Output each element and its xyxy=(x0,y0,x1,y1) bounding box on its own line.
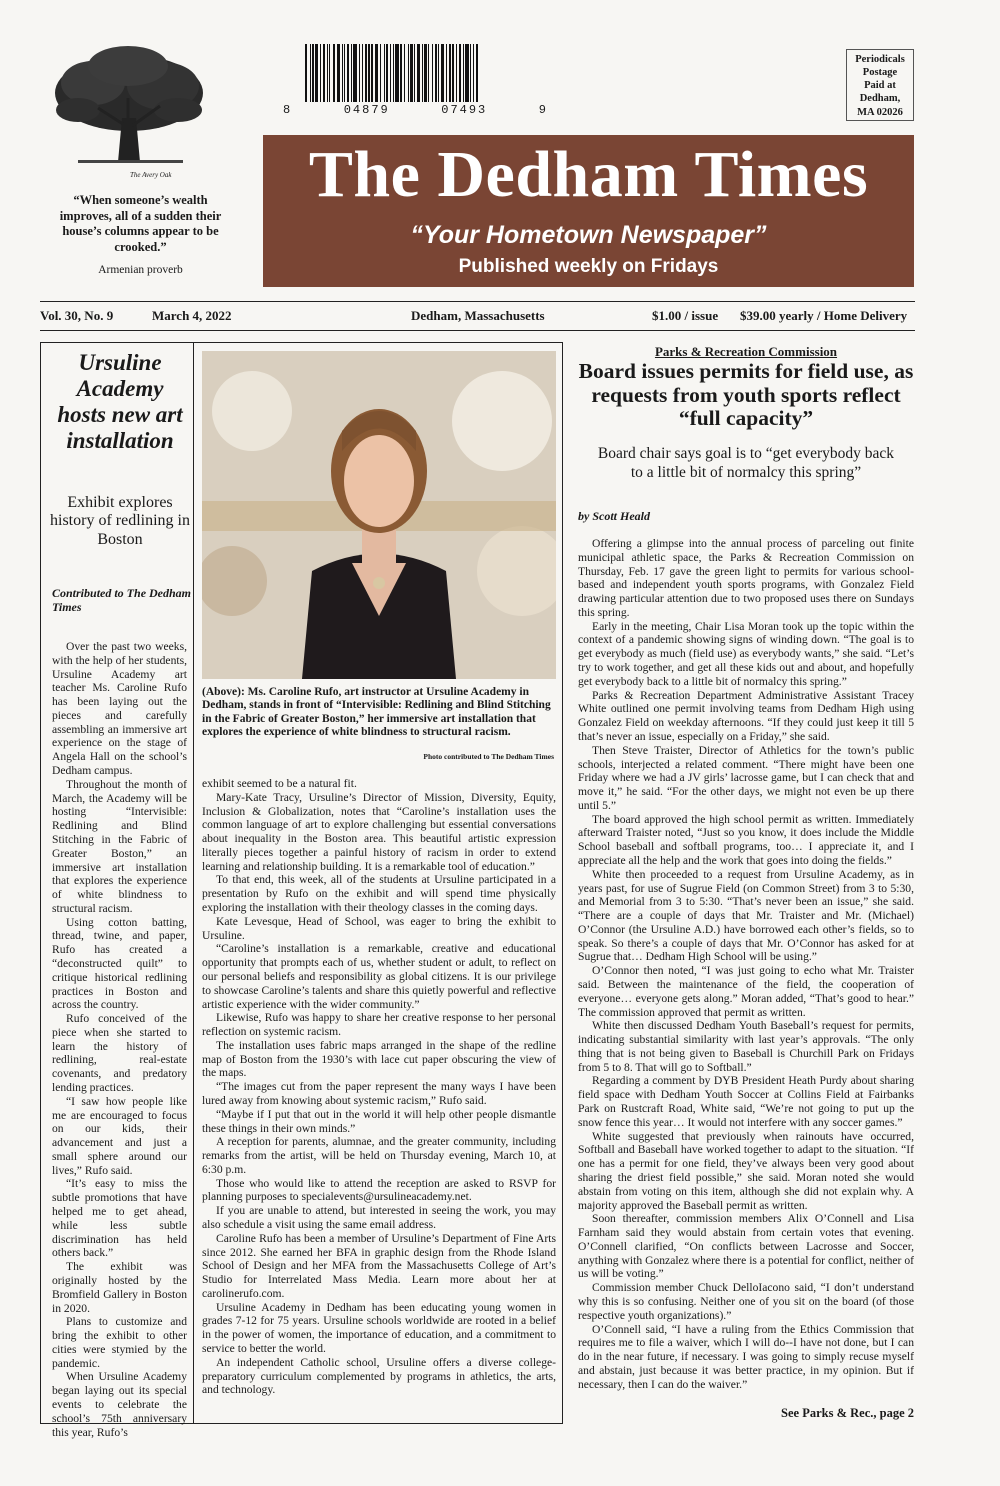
article-paragraph: “Maybe if I put that out in the world it will help other people dismantle these things in their own minds.” xyxy=(202,1107,556,1135)
article-paragraph: A reception for parents, alumnae, and the greater community, including remarks from the artist, will be held on Thursday evening, March 10, at 6:30 p.m. xyxy=(202,1135,556,1176)
postage-line: MA 02026 xyxy=(857,106,903,118)
location: Dedham, Massachusetts xyxy=(411,308,545,323)
price: $1.00 / issue xyxy=(652,308,719,323)
barcode-bar xyxy=(449,44,451,102)
barcode-bar xyxy=(456,44,457,102)
continued-on-page-link[interactable]: See Parks & Rec., page 2 xyxy=(781,1406,914,1420)
barcode-bar xyxy=(371,44,373,102)
barcode-bar xyxy=(351,44,352,102)
article-paragraph: Kate Levesque, Head of School, was eager to bring the exhibit to Ursuline. xyxy=(202,914,556,942)
byline: by Scott Heald xyxy=(578,509,650,523)
ursuline-headline: Ursuline Academy hosts new art installation xyxy=(57,350,183,453)
parks-subhead: Board chair says goal is to “get everybody back to a little bit of normalcy this spring” xyxy=(597,445,895,481)
article-paragraph: Then Steve Traister, Director of Athletics for the town’s public schools, interjected a related comment. “There might have been one Friday where we had a JV girls’ lacrosse game, but I can check that and move it,” he said. “For the other days, we might not even be up there until 5.” xyxy=(578,743,914,812)
barcode-bar xyxy=(438,44,439,102)
avery-oak-illustration xyxy=(48,38,210,178)
article-paragraph: The board approved the high school permit as written. Immediately afterward Traister noted, “Just so you know, it does include the Middle School baseball and softball programs, too… I appreciate it, and I appreciate all the help and the work that goes into doing the fields.” xyxy=(578,812,914,867)
article-paragraph: White then proceeded to a request from Ursuline Academy, as in years past, for use of Sugrue Field (on Common Street) from 3 to 5:30, and Memorial from 3 to 5:30. “That’s never been an issue,” she said. “There are a couple of days that Mr. Traister and Mr. (Michael) O’Connor (the Ursuline A.D.) have borrowed each other’s fields, so to speak. So there’s a couple of days that Mr. O’Connor has asked for at Sugrue that… Dedham High School will be using.” xyxy=(578,867,914,964)
article-paragraph: Offering a glimpse into the annual process of parceling out finite municipal athletic space, the Parks & Recreation Commission on Thursday, Feb. 17 gave the green light to permits for various school-based and independent youth sports programs, with Gonzalez Field drawing particular attention due to two proposed uses there on Sundays this spring. xyxy=(578,537,914,619)
article-paragraph: The exhibit was originally hosted by the Bromfield Gallery in Boston in 2020. xyxy=(52,1260,187,1315)
article-paragraph: Rufo conceived of the piece when she started to learn the history of redlining, real-estate covenants, and predatory lending practices. xyxy=(52,1012,187,1094)
barcode-bar xyxy=(365,44,367,102)
barcode-bar xyxy=(441,44,444,102)
barcode-bars xyxy=(305,44,527,102)
photo-credit: Photo contributed to The Dedham Times xyxy=(423,752,554,761)
article-paragraph: Regarding a comment by DYB President Heath Purdy about sharing field space with Dedham Youth Soccer at Collins Field at Fairbanks Park on Rustcraft Road, White said, “We’re not going to put up the snow fence this year… It would not interfere with any soccer games.” xyxy=(578,1074,914,1129)
tree-caption: The Avery Oak xyxy=(130,171,172,179)
barcode-bar xyxy=(353,44,356,102)
ursuline-credit: Contributed to The Dedham Times xyxy=(52,586,192,615)
postage-line: Paid at xyxy=(864,80,896,92)
barcode-digit-group: 07493 xyxy=(441,103,488,117)
caroline-rufo-photo xyxy=(202,351,556,679)
article-paragraph: Caroline Rufo has been a member of Ursuline’s Department of Fine Arts since 2012. She earned her BFA in graphic design from the Rhode Island School of Design and her MFA from the Massachusetts College of Art’s Studio for Interrelated Mass Media. Learn more about her at carolinerufo.com. xyxy=(202,1231,556,1300)
barcode-bar xyxy=(337,44,340,102)
barcode-bar xyxy=(312,44,313,102)
barcode-bar xyxy=(305,44,307,102)
postage-line: Periodicals xyxy=(855,54,905,65)
article-paragraph: Those who would like to attend the reception are asked to RSVP for planning purposes to specialevents@ursulineacademy.net. xyxy=(202,1176,556,1204)
article-paragraph: Throughout the month of March, the Academy will be hosting “Intervisible: Redlining and Blind Stitching in the Fabric of Greater Boston,” an immersive art installation that explores the experience of white blindness to structural racism. xyxy=(52,777,187,915)
article-paragraph: O’Connor then noted, “I was just going to echo what Mr. Traister said. Between the maintenance of the field, the cooperation of everyone… everyone gets along.” Moran added, “That’s good to hear.” The commission approved that permit as written. xyxy=(578,964,914,1019)
barcode-bar xyxy=(414,44,415,102)
barcode-bar xyxy=(362,44,363,102)
ursuline-body-left xyxy=(52,640,187,1439)
dateline-bar xyxy=(40,301,915,331)
ursuline-body-middle xyxy=(202,777,556,1397)
parks-body xyxy=(578,537,914,1391)
photo-caption: (Above): Ms. Caroline Rufo, art instructor at Ursuline Academy in Dedham, stands in front of “Intervisible: Redlining and Blind Stitching in the Fabric of Greater Boston,” her immersive art installation that explores the experience of white blindness to structural racism. xyxy=(202,686,551,739)
ursuline-subhead: Exhibit explores history of redlining in Boston xyxy=(50,494,190,548)
nameplate-banner xyxy=(263,135,914,287)
barcode-bar xyxy=(459,44,461,102)
barcode-bar xyxy=(320,44,321,102)
publication-schedule: Published weekly on Fridays xyxy=(458,256,719,277)
barcode-bar xyxy=(417,44,420,102)
postage-line: Dedham, xyxy=(859,93,901,105)
article-paragraph: If you are unable to attend, but interested in seeing the work, you may also schedule a visit using the same email address. xyxy=(202,1204,556,1231)
barcode-bar xyxy=(380,44,381,102)
barcode-bar xyxy=(408,44,409,102)
subscription-price: $39.00 yearly / Home Delivery xyxy=(740,308,908,323)
article-paragraph: The installation uses fabric maps arranged in the shape of the redline map of Boston from the 1930’s with lace cut paper obscuring the view of the maps. xyxy=(202,1038,556,1080)
barcode-bar xyxy=(463,44,464,102)
barcode xyxy=(283,44,548,117)
barcode-bar xyxy=(422,44,423,102)
article-paragraph: Parks & Recreation Department Administrative Assistant Tracey White outlined one permit involving teams from Dedham High using Gonzalez Field on weekday afternoons. “If they could just keep it till 5 that’s never an issue, especially on a Friday,” she said. xyxy=(578,688,914,743)
barcode-bar xyxy=(347,44,349,102)
barcode-bar xyxy=(344,44,345,102)
barcode-bar xyxy=(432,44,433,102)
article-paragraph: Soon thereafter, commission members Alix O’Connell and Lisa Farnham said they would abstain from certain votes that evening. O’Connell clarified, “On conflicts between Lacrosse and Soccer, anything with Gonzalez where there is a potential for conflict, neither of us will be voting.” xyxy=(578,1212,914,1281)
barcode-bar xyxy=(310,44,311,102)
barcode-bar xyxy=(342,44,343,102)
article-paragraph: Likewise, Rufo was happy to share her creative response to her personal reflection on systemic racism. xyxy=(202,1011,556,1039)
barcode-bar xyxy=(375,44,378,102)
barcode-bar xyxy=(390,44,391,102)
postage-box xyxy=(846,49,914,121)
barcode-digit-group: 04879 xyxy=(343,103,390,117)
barcode-bar xyxy=(329,44,330,102)
article-paragraph: Over the past two weeks, with the help of her students, Ursuline Academy art teacher Ms. Caroline Rufo has been laying out the pieces and carefully assembling an immersive art experience on the stage of Angela Hall on the school’s Dedham campus. xyxy=(52,640,187,778)
article-paragraph: “I saw how people like me are encouraged to focus on our kids, their advancement and just a small sphere around our lives,” Rufo said. xyxy=(52,1094,187,1177)
barcode-bar xyxy=(386,44,388,102)
article-paragraph: exhibit seemed to be a natural fit. xyxy=(202,777,357,790)
article-paragraph: Mary-Kate Tracy, Ursuline’s Director of Mission, Diversity, Equity, Inclusion & Globalization, notes that “Caroline’s installation uses the common language of art to explore challenging but essential conversations about inequality in the Boston area. This beautiful artistic expression literally pieces together a painful history of racism in order to extend learning and relationship building. It is a remarkable tool of education.” xyxy=(202,790,556,873)
barcode-bar xyxy=(446,44,447,102)
article-paragraph: Using cotton batting, thread, twine, and paper, Rufo has created a “deconstructed quilt” to critique historical redlining practices in Boston and across the country. xyxy=(52,915,187,1012)
barcode-digit-group: 8 xyxy=(283,103,293,117)
barcode-bar xyxy=(470,44,471,102)
barcode-bar xyxy=(395,44,398,102)
barcode-bar xyxy=(384,44,385,102)
paper-name: The Dedham Times xyxy=(308,138,869,211)
barcode-bar xyxy=(424,44,426,102)
article-paragraph: Commission member Chuck DelloIacono said, “I don’t understand why this is so confusing. Neither one of you sit on the board (of those respective youth organizations).” xyxy=(578,1281,914,1322)
barcode-bar xyxy=(476,44,478,102)
barcode-bar xyxy=(452,44,453,102)
article-paragraph: White suggested that previously when rainouts have occurred, Softball and Baseball have worked together to adapt to the situation. “If one has a permit for one field, they’ve always been very good about sharing the driest field possible,” she said. Moran noted she would abstain from voting on this item, although she did not explain why. A majority approved the Baseball permit as written. xyxy=(578,1129,914,1212)
barcode-bar xyxy=(327,44,328,102)
section-label: Parks & Recreation Commission xyxy=(654,344,838,359)
barcode-bar xyxy=(473,44,474,102)
barcode-bar xyxy=(428,44,429,102)
barcode-bar xyxy=(323,44,325,102)
masthead-quote: “When someone’s wealth improves, all of a sudden their house’s columns appear to be crooked.” xyxy=(59,193,222,254)
barcode-bar xyxy=(368,44,369,102)
volume-number: Vol. 30, No. 9 xyxy=(40,308,114,323)
barcode-bar xyxy=(435,44,437,102)
article-paragraph: Ursuline Academy in Dedham has been educating young women in grades 7-12 for 75 years. Ursuline schools worldwide are rooted in a belief in the power of women, the importance of education, and a commitment to service to better the world. xyxy=(202,1300,556,1356)
barcode-bar xyxy=(404,44,405,102)
article-paragraph: “It’s easy to miss the subtle promotions that have helped me to get ahead, while less subtle discrimination has held others back.” xyxy=(52,1177,187,1260)
article-paragraph: To that end, this week, all of the students at Ursuline participated in a presentation by Rufo on the exhibit and will spend time physically exploring the installation with their theology classes in the coming days. xyxy=(202,873,556,915)
article-paragraph: White then discussed Dedham Youth Baseball’s request for permits, indicating substantial similarity with last year’s approvals. “The only thing that is not being given to Baseball is Churchill Park on Fridays from 5 to 8. That will go to Softball.” xyxy=(578,1019,914,1074)
quote-attribution: Armenian proverb xyxy=(98,264,183,276)
tagline: “Your Hometown Newspaper” xyxy=(410,221,767,249)
barcode-digit-group: 9 xyxy=(538,103,548,117)
article-paragraph: “The images cut from the paper represent the many ways I have been lured away from knowing about systemic racism,” Rufo said. xyxy=(202,1080,556,1107)
article-paragraph: “Caroline’s installation is a remarkable, creative and educational opportunity that prompts each of us, whether student or adult, to reflect on our personal beliefs and responsibility as global citizens. It is our privilege to showcase Caroline’s talents and share this quietly powerful and reflective artistic experience with the wider community.” xyxy=(202,942,556,1011)
barcode-bar xyxy=(359,44,360,102)
article-paragraph: O’Connell said, “I have a ruling from the Ethics Commission that requires me to file a waiver, which I will do--I have not done, but I can do in the near future, if necessary. I was going to simply recuse myself and abstain, just because it was better practice, in my opinion. But if necessary, then I can do the waiver.” xyxy=(578,1322,914,1391)
barcode-bar xyxy=(333,44,335,102)
article-paragraph: When Ursuline Academy began laying out its special events to celebrate the school’s 75th anniversary this year, Rufo’s xyxy=(52,1370,187,1439)
barcode-bar xyxy=(400,44,402,102)
barcode-bar xyxy=(465,44,468,102)
barcode-bar xyxy=(410,44,412,102)
article-paragraph: Early in the meeting, Chair Lisa Moran took up the topic within the context of a pandemic showing signs of winding down. “The goal is to get everybody as much (field use) as everybody wants,” she said. “Let’s try to work together, and get all these kids out and about, and hopefully get everybody back to a little bit of normalcy this spring.” xyxy=(578,619,914,688)
article-paragraph: An independent Catholic school, Ursuline offers a diverse college-preparatory curriculum complemented by programs in athletics, the arts, and technology. xyxy=(202,1355,556,1397)
issue-date: March 4, 2022 xyxy=(152,308,232,323)
parks-headline: Board issues permits for field use, as requests from youth sports reflect “full capacity” xyxy=(578,359,914,431)
barcode-bar xyxy=(315,44,318,102)
article-paragraph: Plans to customize and bring the exhibit to other cities were stymied by the pandemic. xyxy=(52,1315,187,1370)
postage-line: Postage xyxy=(862,67,898,79)
barcode-bar xyxy=(393,44,394,102)
